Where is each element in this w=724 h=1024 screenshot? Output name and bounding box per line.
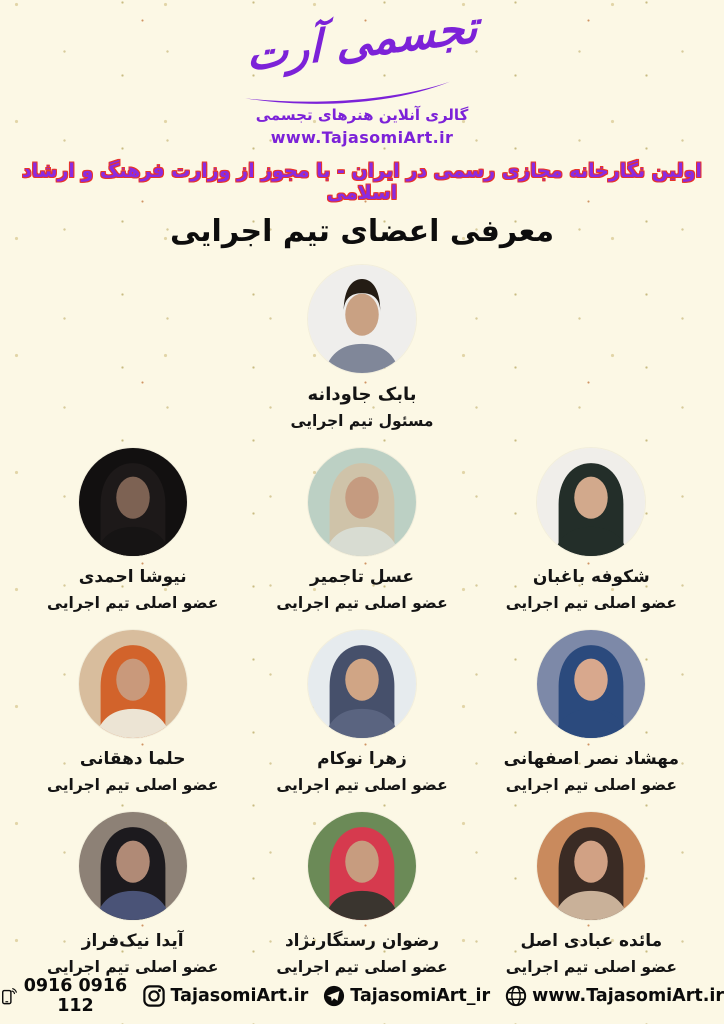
member-name: رضوان رستگارنژاد xyxy=(284,931,440,951)
footer-phone xyxy=(0,976,128,1016)
member-role: عضو اصلی تیم اجرایی xyxy=(505,776,677,794)
team-member xyxy=(477,448,706,612)
team-member xyxy=(18,812,247,976)
member-photo xyxy=(537,448,645,556)
person-avatar-icon xyxy=(79,630,187,738)
telegram-icon xyxy=(323,985,345,1007)
person-avatar-icon xyxy=(537,448,645,556)
person-avatar-icon xyxy=(308,448,416,556)
footer-telegram-handle: TajasomiArt_ir xyxy=(350,986,491,1006)
member-role: عضو اصلی تیم اجرایی xyxy=(276,958,448,976)
team-grid xyxy=(0,448,724,976)
brand-logo-calligraphy: تجسمی آرت xyxy=(246,1,478,82)
member-role: عضو اصلی تیم اجرایی xyxy=(276,776,448,794)
member-photo xyxy=(79,448,187,556)
member-name: آیدا نیک‌فراز xyxy=(81,931,184,951)
person-avatar-icon xyxy=(537,812,645,920)
person-avatar-icon xyxy=(79,812,187,920)
member-photo xyxy=(537,630,645,738)
team-member xyxy=(247,812,476,976)
team-member xyxy=(477,630,706,794)
person-avatar-icon xyxy=(537,630,645,738)
footer-instagram-handle: TajasomiArt.ir xyxy=(170,986,309,1006)
member-name: بابک جاودانه xyxy=(307,384,417,405)
brand-website-url: www.TajasomiArt.ir xyxy=(270,128,454,147)
team-member xyxy=(18,448,247,612)
member-name: عسل تاجمیر xyxy=(310,567,414,587)
brand-logo xyxy=(0,1,724,104)
footer xyxy=(0,976,724,1016)
instagram-icon xyxy=(143,985,165,1007)
member-name: زهرا نوکام xyxy=(317,749,407,769)
member-name: مهشاد نصر اصفهانی xyxy=(503,749,680,769)
member-name: حلما دهقانی xyxy=(79,749,186,769)
featured-member-section xyxy=(0,265,724,430)
smartphone-icon xyxy=(0,984,17,1008)
footer-phone-number: 0916 0916 112 xyxy=(23,976,128,1016)
team-member xyxy=(247,630,476,794)
person-avatar-icon xyxy=(308,630,416,738)
team-member xyxy=(0,265,724,430)
globe-icon xyxy=(505,985,527,1007)
member-name: نیوشا احمدی xyxy=(78,567,187,587)
page-title: معرفی اعضای تیم اجرایی xyxy=(169,214,555,249)
brand-tagline: گالری آنلاین هنرهای تجسمی xyxy=(255,106,469,124)
footer-telegram xyxy=(323,985,490,1007)
member-role: مسئول تیم اجرایی xyxy=(290,412,434,430)
team-member xyxy=(477,812,706,976)
footer-website xyxy=(505,985,724,1007)
member-photo xyxy=(308,265,416,373)
person-avatar-icon xyxy=(79,448,187,556)
footer-instagram xyxy=(143,985,308,1007)
member-name: مائده عبادی اصل xyxy=(520,931,663,951)
member-photo xyxy=(308,812,416,920)
team-member xyxy=(18,630,247,794)
member-role: عضو اصلی تیم اجرایی xyxy=(505,594,677,612)
person-avatar-icon xyxy=(308,265,416,373)
member-role: عضو اصلی تیم اجرایی xyxy=(47,958,219,976)
poster-subtitle: اولین نگارخانه مجازی رسمی در ایران - با مجوز از وزارت فرهنگ و ارشاد اسلامی xyxy=(21,160,703,204)
member-role: عضو اصلی تیم اجرایی xyxy=(47,594,219,612)
poster-header xyxy=(0,1,724,249)
logo-swoosh-icon xyxy=(228,80,468,104)
member-photo xyxy=(537,812,645,920)
member-role: عضو اصلی تیم اجرایی xyxy=(47,776,219,794)
member-name: شکوفه باغبان xyxy=(532,567,650,587)
team-member xyxy=(247,448,476,612)
member-photo xyxy=(79,630,187,738)
footer-website-url: www.TajasomiArt.ir xyxy=(532,986,724,1006)
member-role: عضو اصلی تیم اجرایی xyxy=(276,594,448,612)
member-photo xyxy=(308,630,416,738)
member-photo xyxy=(79,812,187,920)
member-role: عضو اصلی تیم اجرایی xyxy=(505,958,677,976)
member-photo xyxy=(308,448,416,556)
person-avatar-icon xyxy=(308,812,416,920)
